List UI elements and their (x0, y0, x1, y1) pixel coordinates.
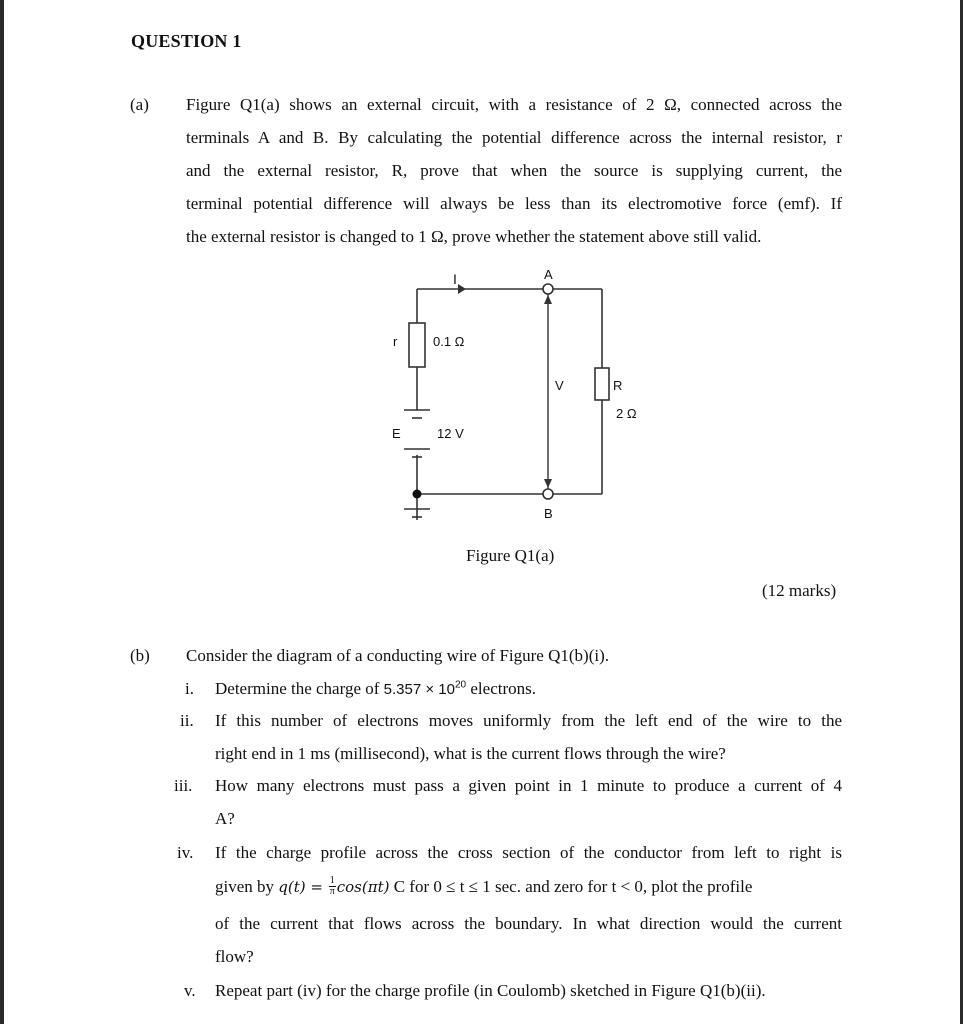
item-iii-numeral: iii. (174, 776, 193, 795)
part-a-line-2: terminals A and B. By calculating the potential difference across the internal resistor, r (186, 128, 842, 147)
part-a-line-4: terminal potential difference will always be less than its electromotive force (emf). If (186, 194, 842, 213)
figure-caption: Figure Q1(a) (466, 546, 555, 565)
item-ii-line-1: If this number of electrons moves uniformly from the left end of the wire to the (215, 711, 842, 730)
item-iv-fraction (329, 876, 336, 897)
item-v-line-1: Repeat part (iv) for the charge profile (in Coulomb) sketched in Figure Q1(b)(ii). (215, 981, 766, 1000)
item-i-number: 5.357 × 10 (383, 681, 455, 698)
external-resistor (595, 368, 609, 400)
terminal-b (543, 489, 553, 499)
external-r-symbol: R (613, 378, 623, 393)
voltage-arrow-up (544, 295, 552, 304)
item-iv-line-2 (215, 876, 842, 897)
emf-symbol: E (392, 426, 401, 441)
part-a-marks: (12 marks) (762, 581, 837, 600)
item-iv-suffix: C for 0 ≤ t ≤ 1 sec. and zero for t < 0, plot the profile (389, 876, 753, 896)
current-arrow (458, 284, 466, 294)
part-a-line-3: and the external resistor, R, prove that when the source is supplying current, the (186, 161, 842, 180)
internal-r-symbol: r (393, 334, 398, 349)
item-iv-prefix: given by (215, 876, 279, 896)
terminal-b-label: B (544, 506, 553, 521)
emf-value: 12 V (437, 426, 464, 441)
item-i-text-before: Determine the charge of (215, 679, 384, 698)
item-iv-formula-lhs: q(t) = (278, 877, 328, 896)
item-iv-line-1: If the charge profile across the cross section of the conductor from left to right is (215, 843, 842, 862)
fraction-denominator: π (329, 886, 335, 897)
part-b-label: (b) (130, 646, 150, 665)
item-iv-numeral: iv. (177, 843, 194, 862)
circuit-diagram (380, 260, 637, 535)
internal-r-value: 0.1 Ω (433, 334, 465, 349)
item-iv-line-4: flow? (215, 947, 254, 966)
current-label: I (453, 271, 457, 287)
item-i-text-after: electrons. (466, 679, 536, 698)
voltage-label: V (555, 378, 564, 393)
part-a-line-5: the external resistor is changed to 1 Ω, prove whether the statement above still valid. (186, 227, 762, 246)
item-iii-line-2: A? (215, 809, 235, 828)
item-iv-line-3: of the current that flows across the boundary. In what direction would the current (215, 914, 842, 933)
item-v-numeral: v. (184, 981, 196, 1000)
left-border (0, 0, 4, 1024)
voltage-arrow-down (544, 479, 552, 488)
internal-resistor (409, 323, 425, 367)
terminal-a-label: A (544, 267, 553, 282)
question-title: QUESTION 1 (131, 31, 242, 51)
terminal-a (543, 284, 553, 294)
item-i-exponent: 20 (455, 679, 467, 691)
item-iv-formula-rhs: cos(πt) (336, 877, 390, 896)
part-a-label: (a) (130, 95, 149, 114)
part-a-line-1: Figure Q1(a) shows an external circuit, with a resistance of 2 Ω, connected across the (186, 95, 842, 114)
item-i-text (215, 679, 536, 699)
item-i-numeral: i. (185, 679, 194, 698)
item-iii-line-1: How many electrons must pass a given point in 1 minute to produce a current of 4 (215, 776, 842, 795)
junction-dot (413, 490, 422, 499)
external-r-value: 2 Ω (616, 406, 637, 421)
item-ii-line-2: right end in 1 ms (millisecond), what is the current flows through the wire? (215, 744, 726, 763)
part-b-intro: Consider the diagram of a conducting wire of Figure Q1(b)(i). (186, 646, 609, 665)
item-ii-numeral: ii. (180, 711, 194, 730)
fraction-numerator: 1 (329, 875, 335, 886)
